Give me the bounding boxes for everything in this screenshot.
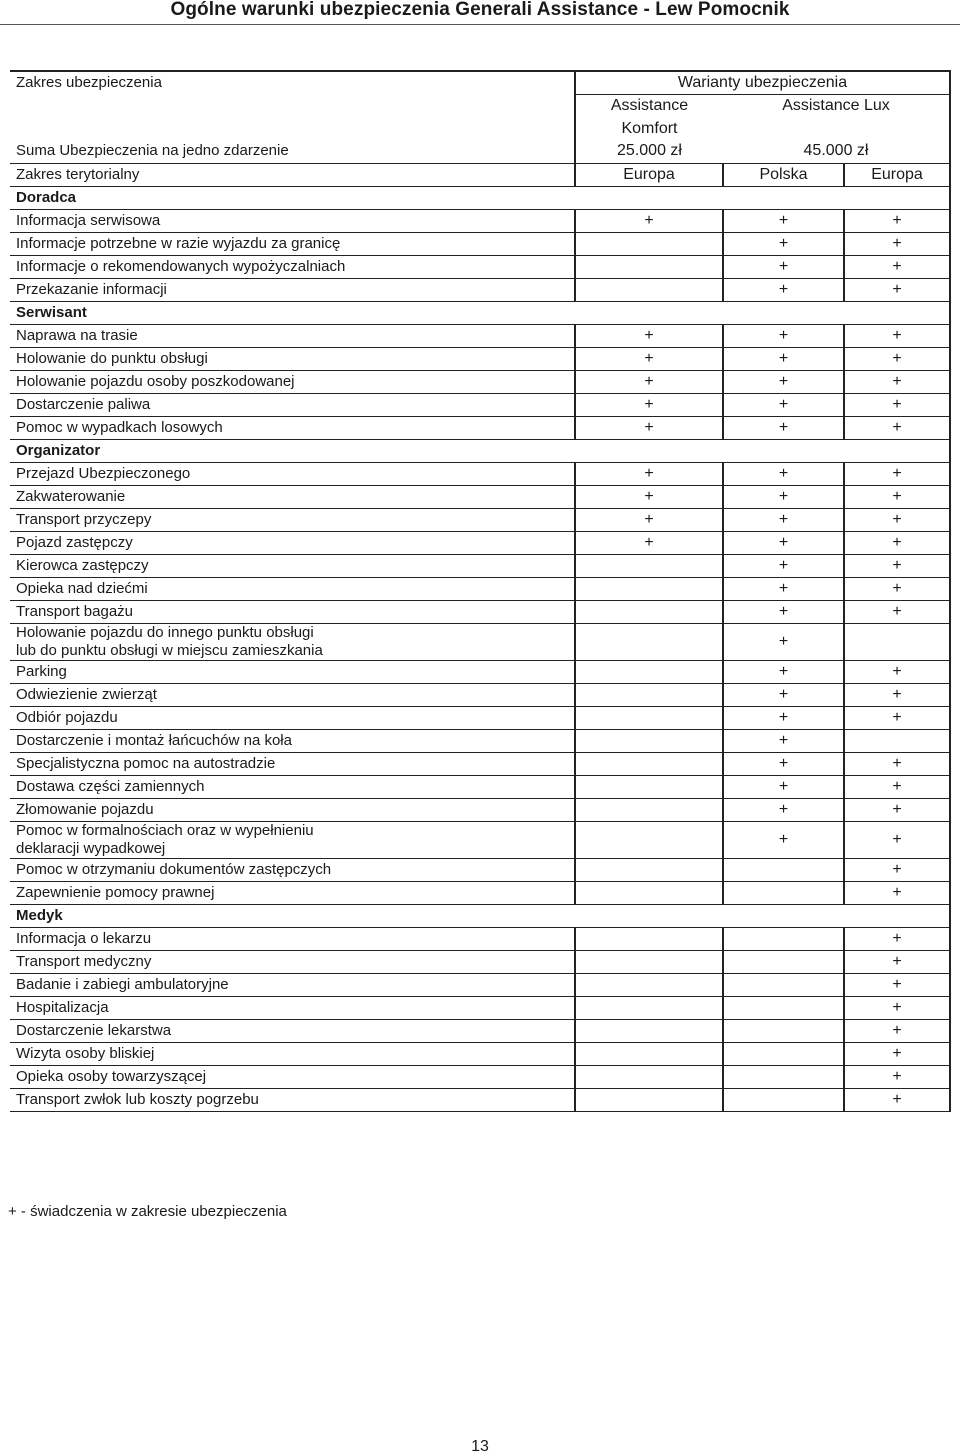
territory-lux-poland: Polska: [723, 163, 844, 186]
service-label: [10, 927, 575, 950]
mark-komfort: +: [575, 416, 723, 439]
coverage-row: [10, 393, 950, 416]
mark-lux-europe: +: [844, 752, 950, 775]
mark-komfort: [575, 752, 723, 775]
service-label-line: Informacje potrzebne w razie wyjazdu za granicę: [16, 234, 341, 252]
page-title: Ogólne warunki ubezpieczenia Generali Assistance - Lew Pomocnik: [170, 0, 790, 20]
service-label: [10, 232, 575, 255]
coverage-row: [10, 973, 950, 996]
service-label: [10, 821, 575, 858]
service-label-line: Holowanie do punktu obsługi: [16, 349, 208, 367]
mark-lux-europe: [844, 729, 950, 752]
coverage-row: [10, 683, 950, 706]
mark-lux-poland: +: [723, 623, 844, 660]
mark-komfort: [575, 950, 723, 973]
service-label: [10, 729, 575, 752]
header-rule: [0, 24, 960, 25]
coverage-row: [10, 324, 950, 347]
mark-lux-poland: +: [723, 683, 844, 706]
mark-lux-europe: +: [844, 531, 950, 554]
service-label: [10, 508, 575, 531]
mark-lux-poland: +: [723, 706, 844, 729]
mark-lux-europe: +: [844, 775, 950, 798]
mark-lux-europe: +: [844, 927, 950, 950]
coverage-row: [10, 462, 950, 485]
service-label: [10, 278, 575, 301]
service-label: [10, 600, 575, 623]
mark-lux-europe: +: [844, 798, 950, 821]
coverage-row: [10, 775, 950, 798]
service-label: [10, 255, 575, 278]
service-label-line: Dostawa części zamiennych: [16, 777, 205, 795]
sum-lux: 45.000 zł: [723, 140, 950, 163]
category-label: Doradca: [10, 186, 950, 209]
mark-komfort: [575, 858, 723, 881]
mark-komfort: +: [575, 462, 723, 485]
service-label-line: Badanie i zabiegi ambulatoryjne: [16, 975, 229, 993]
service-label: [10, 531, 575, 554]
mark-komfort: [575, 1088, 723, 1111]
mark-lux-poland: +: [723, 255, 844, 278]
coverage-row: [10, 255, 950, 278]
service-label-line: Parking: [16, 662, 67, 680]
variant-lux: Assistance Lux: [723, 94, 950, 117]
mark-lux-europe: +: [844, 370, 950, 393]
mark-komfort: [575, 623, 723, 660]
coverage-row: [10, 623, 950, 660]
coverage-row: [10, 278, 950, 301]
mark-lux-europe: +: [844, 996, 950, 1019]
service-label: [10, 554, 575, 577]
mark-lux-poland: [723, 881, 844, 904]
service-label: [10, 370, 575, 393]
mark-lux-europe: +: [844, 1088, 950, 1111]
mark-lux-poland: +: [723, 485, 844, 508]
mark-komfort: [575, 927, 723, 950]
mark-komfort: +: [575, 393, 723, 416]
service-label-line: Odbiór pojazdu: [16, 708, 118, 726]
service-label-line: Informacja serwisowa: [16, 211, 161, 229]
service-label: [10, 973, 575, 996]
mark-lux-poland: [723, 1042, 844, 1065]
coverage-row: [10, 798, 950, 821]
service-label-line: Informacje o rekomendowanych wypożyczalniach: [16, 257, 346, 275]
coverage-row: [10, 531, 950, 554]
coverage-row: [10, 950, 950, 973]
service-label-line: Zapewnienie pomocy prawnej: [16, 883, 215, 901]
mark-lux-poland: [723, 950, 844, 973]
page-number: 13: [471, 1438, 489, 1455]
service-label-line: Holowanie pojazdu osoby poszkodowanej: [16, 372, 295, 390]
mark-komfort: [575, 973, 723, 996]
service-label-line: Wizyta osoby bliskiej: [16, 1044, 155, 1062]
mark-lux-poland: [723, 927, 844, 950]
mark-komfort: [575, 554, 723, 577]
coverage-row: [10, 577, 950, 600]
mark-lux-poland: +: [723, 531, 844, 554]
mark-lux-poland: +: [723, 729, 844, 752]
service-label-line: Dostarczenie lekarstwa: [16, 1021, 172, 1039]
service-label-line: Transport bagażu: [16, 602, 134, 620]
mark-lux-poland: +: [723, 393, 844, 416]
coverage-row: [10, 1019, 950, 1042]
service-label: [10, 623, 575, 660]
coverage-row: [10, 1065, 950, 1088]
category-row: [10, 186, 950, 209]
service-label-line: Pomoc w wypadkach losowych: [16, 418, 223, 436]
coverage-row: [10, 370, 950, 393]
service-label: [10, 752, 575, 775]
header-row-variant-names: [10, 94, 950, 117]
service-label: [10, 706, 575, 729]
category-row: [10, 439, 950, 462]
service-label: [10, 324, 575, 347]
header-row-variants: [10, 71, 950, 94]
service-label-line: Transport przyczepy: [16, 510, 152, 528]
mark-lux-poland: +: [723, 416, 844, 439]
mark-lux-poland: [723, 1019, 844, 1042]
service-label-line: Opieka nad dziećmi: [16, 579, 148, 597]
mark-lux-europe: +: [844, 232, 950, 255]
mark-lux-europe: +: [844, 347, 950, 370]
mark-lux-europe: +: [844, 508, 950, 531]
service-label: [10, 1042, 575, 1065]
mark-komfort: [575, 683, 723, 706]
service-label-line: Dostarczenie i montaż łańcuchów na koła: [16, 731, 292, 749]
territory-komfort: Europa: [575, 163, 723, 186]
mark-komfort: [575, 577, 723, 600]
coverage-row: [10, 729, 950, 752]
mark-lux-europe: +: [844, 950, 950, 973]
mark-lux-europe: +: [844, 278, 950, 301]
mark-lux-europe: +: [844, 600, 950, 623]
mark-komfort: [575, 232, 723, 255]
mark-lux-poland: +: [723, 278, 844, 301]
service-label-line: lub do punktu obsługi w miejscu zamieszkania: [16, 641, 323, 659]
legend: + - świadczenia w zakresie ubezpieczenia: [8, 1203, 287, 1220]
service-label: [10, 462, 575, 485]
category-row: [10, 904, 950, 927]
mark-komfort: [575, 1065, 723, 1088]
mark-lux-europe: +: [844, 393, 950, 416]
mark-komfort: +: [575, 531, 723, 554]
mark-lux-europe: +: [844, 577, 950, 600]
service-label: [10, 858, 575, 881]
variant-komfort-line2: Komfort: [575, 117, 723, 140]
coverage-row: [10, 1088, 950, 1111]
mark-komfort: [575, 881, 723, 904]
service-label-line: Złomowanie pojazdu: [16, 800, 154, 818]
territory-lux-europe: Europa: [844, 163, 950, 186]
mark-lux-europe: +: [844, 683, 950, 706]
mark-lux-poland: +: [723, 209, 844, 232]
mark-lux-poland: +: [723, 232, 844, 255]
service-label: [10, 1019, 575, 1042]
service-label: [10, 683, 575, 706]
mark-lux-poland: +: [723, 508, 844, 531]
service-label-line: Przejazd Ubezpieczonego: [16, 464, 191, 482]
category-label: Medyk: [10, 904, 950, 927]
service-label-line: Pomoc w formalnościach oraz w wypełnieniu: [16, 821, 314, 839]
coverage-row: [10, 752, 950, 775]
mark-lux-europe: +: [844, 1042, 950, 1065]
mark-lux-poland: [723, 858, 844, 881]
service-label: [10, 485, 575, 508]
service-label: [10, 393, 575, 416]
mark-lux-europe: +: [844, 881, 950, 904]
coverage-row: [10, 600, 950, 623]
sum-row: [10, 140, 950, 163]
service-label-line: Naprawa na trasie: [16, 326, 138, 344]
mark-lux-poland: +: [723, 370, 844, 393]
mark-lux-poland: [723, 973, 844, 996]
mark-lux-poland: +: [723, 600, 844, 623]
mark-lux-poland: +: [723, 462, 844, 485]
mark-komfort: +: [575, 209, 723, 232]
category-row: [10, 301, 950, 324]
coverage-row: [10, 996, 950, 1019]
variant-komfort-line1: Assistance: [575, 94, 723, 117]
coverage-row: [10, 927, 950, 950]
service-label: [10, 347, 575, 370]
service-label: [10, 798, 575, 821]
service-label-line: deklaracji wypadkowej: [16, 839, 166, 857]
mark-komfort: [575, 706, 723, 729]
coverage-row: [10, 209, 950, 232]
service-label-line: Holowanie pojazdu do innego punktu obsługi: [16, 623, 314, 641]
mark-komfort: +: [575, 485, 723, 508]
service-label: [10, 950, 575, 973]
mark-lux-europe: +: [844, 462, 950, 485]
mark-komfort: [575, 600, 723, 623]
mark-lux-europe: +: [844, 324, 950, 347]
service-label-line: Przekazanie informacji: [16, 280, 167, 298]
service-label: [10, 1065, 575, 1088]
service-label: [10, 209, 575, 232]
mark-lux-europe: +: [844, 255, 950, 278]
mark-komfort: [575, 798, 723, 821]
mark-komfort: [575, 1042, 723, 1065]
service-label-line: Informacja o lekarzu: [16, 929, 152, 947]
coverage-table: [10, 70, 951, 1112]
mark-komfort: +: [575, 508, 723, 531]
coverage-row: [10, 416, 950, 439]
mark-lux-europe: +: [844, 554, 950, 577]
coverage-row: [10, 485, 950, 508]
sum-komfort: 25.000 zł: [575, 140, 723, 163]
territory-row: [10, 163, 950, 186]
mark-lux-poland: +: [723, 347, 844, 370]
service-label-line: Opieka osoby towarzyszącej: [16, 1067, 207, 1085]
mark-lux-europe: +: [844, 706, 950, 729]
mark-lux-poland: [723, 996, 844, 1019]
mark-komfort: [575, 775, 723, 798]
coverage-row: [10, 1042, 950, 1065]
coverage-row: [10, 347, 950, 370]
coverage-row: [10, 508, 950, 531]
service-label-line: Odwiezienie zwierząt: [16, 685, 157, 703]
coverage-row: [10, 881, 950, 904]
service-label: [10, 660, 575, 683]
sum-label: Suma Ubezpieczenia na jedno zdarzenie: [10, 140, 575, 163]
mark-lux-poland: +: [723, 660, 844, 683]
mark-lux-europe: +: [844, 660, 950, 683]
service-label-line: Specjalistyczna pomoc na autostradzie: [16, 754, 276, 772]
service-label-line: Transport zwłok lub koszty pogrzebu: [16, 1090, 259, 1108]
mark-komfort: [575, 996, 723, 1019]
service-label: [10, 775, 575, 798]
mark-lux-europe: +: [844, 821, 950, 858]
mark-komfort: +: [575, 370, 723, 393]
coverage-row: [10, 232, 950, 255]
mark-lux-europe: +: [844, 973, 950, 996]
service-label: [10, 1088, 575, 1111]
coverage-row: [10, 554, 950, 577]
mark-komfort: [575, 729, 723, 752]
mark-lux-europe: +: [844, 485, 950, 508]
mark-lux-europe: +: [844, 416, 950, 439]
mark-lux-poland: +: [723, 577, 844, 600]
mark-lux-europe: +: [844, 1019, 950, 1042]
mark-lux-europe: +: [844, 858, 950, 881]
mark-komfort: [575, 255, 723, 278]
mark-komfort: +: [575, 324, 723, 347]
service-label-line: Dostarczenie paliwa: [16, 395, 151, 413]
mark-lux-europe: +: [844, 209, 950, 232]
mark-komfort: +: [575, 347, 723, 370]
service-label-line: Transport medyczny: [16, 952, 152, 970]
coverage-row: [10, 858, 950, 881]
mark-lux-europe: +: [844, 1065, 950, 1088]
service-label: [10, 577, 575, 600]
mark-lux-poland: [723, 1088, 844, 1111]
service-label: [10, 881, 575, 904]
coverage-row: [10, 706, 950, 729]
service-label-line: Pomoc w otrzymaniu dokumentów zastępczych: [16, 860, 332, 878]
service-label-line: Kierowca zastępczy: [16, 556, 149, 574]
category-label: Serwisant: [10, 301, 950, 324]
header-row-komfort-line2: [10, 117, 950, 140]
coverage-row: [10, 660, 950, 683]
mark-lux-poland: +: [723, 752, 844, 775]
mark-lux-poland: +: [723, 798, 844, 821]
mark-lux-poland: +: [723, 821, 844, 858]
service-label-line: Zakwaterowanie: [16, 487, 126, 505]
scope-label: Zakres ubezpieczenia: [10, 71, 575, 94]
mark-komfort: [575, 660, 723, 683]
service-label-line: Hospitalizacja: [16, 998, 109, 1016]
mark-komfort: [575, 821, 723, 858]
mark-komfort: [575, 1019, 723, 1042]
mark-lux-poland: [723, 1065, 844, 1088]
mark-lux-europe: [844, 623, 950, 660]
coverage-row: [10, 821, 950, 858]
mark-lux-poland: +: [723, 775, 844, 798]
territory-label: Zakres terytorialny: [10, 163, 575, 186]
service-label-line: Pojazd zastępczy: [16, 533, 133, 551]
service-label: [10, 416, 575, 439]
mark-lux-poland: +: [723, 554, 844, 577]
category-label: Organizator: [10, 439, 950, 462]
service-label: [10, 996, 575, 1019]
mark-lux-poland: +: [723, 324, 844, 347]
mark-komfort: [575, 278, 723, 301]
variants-label: Warianty ubezpieczenia: [575, 71, 950, 94]
